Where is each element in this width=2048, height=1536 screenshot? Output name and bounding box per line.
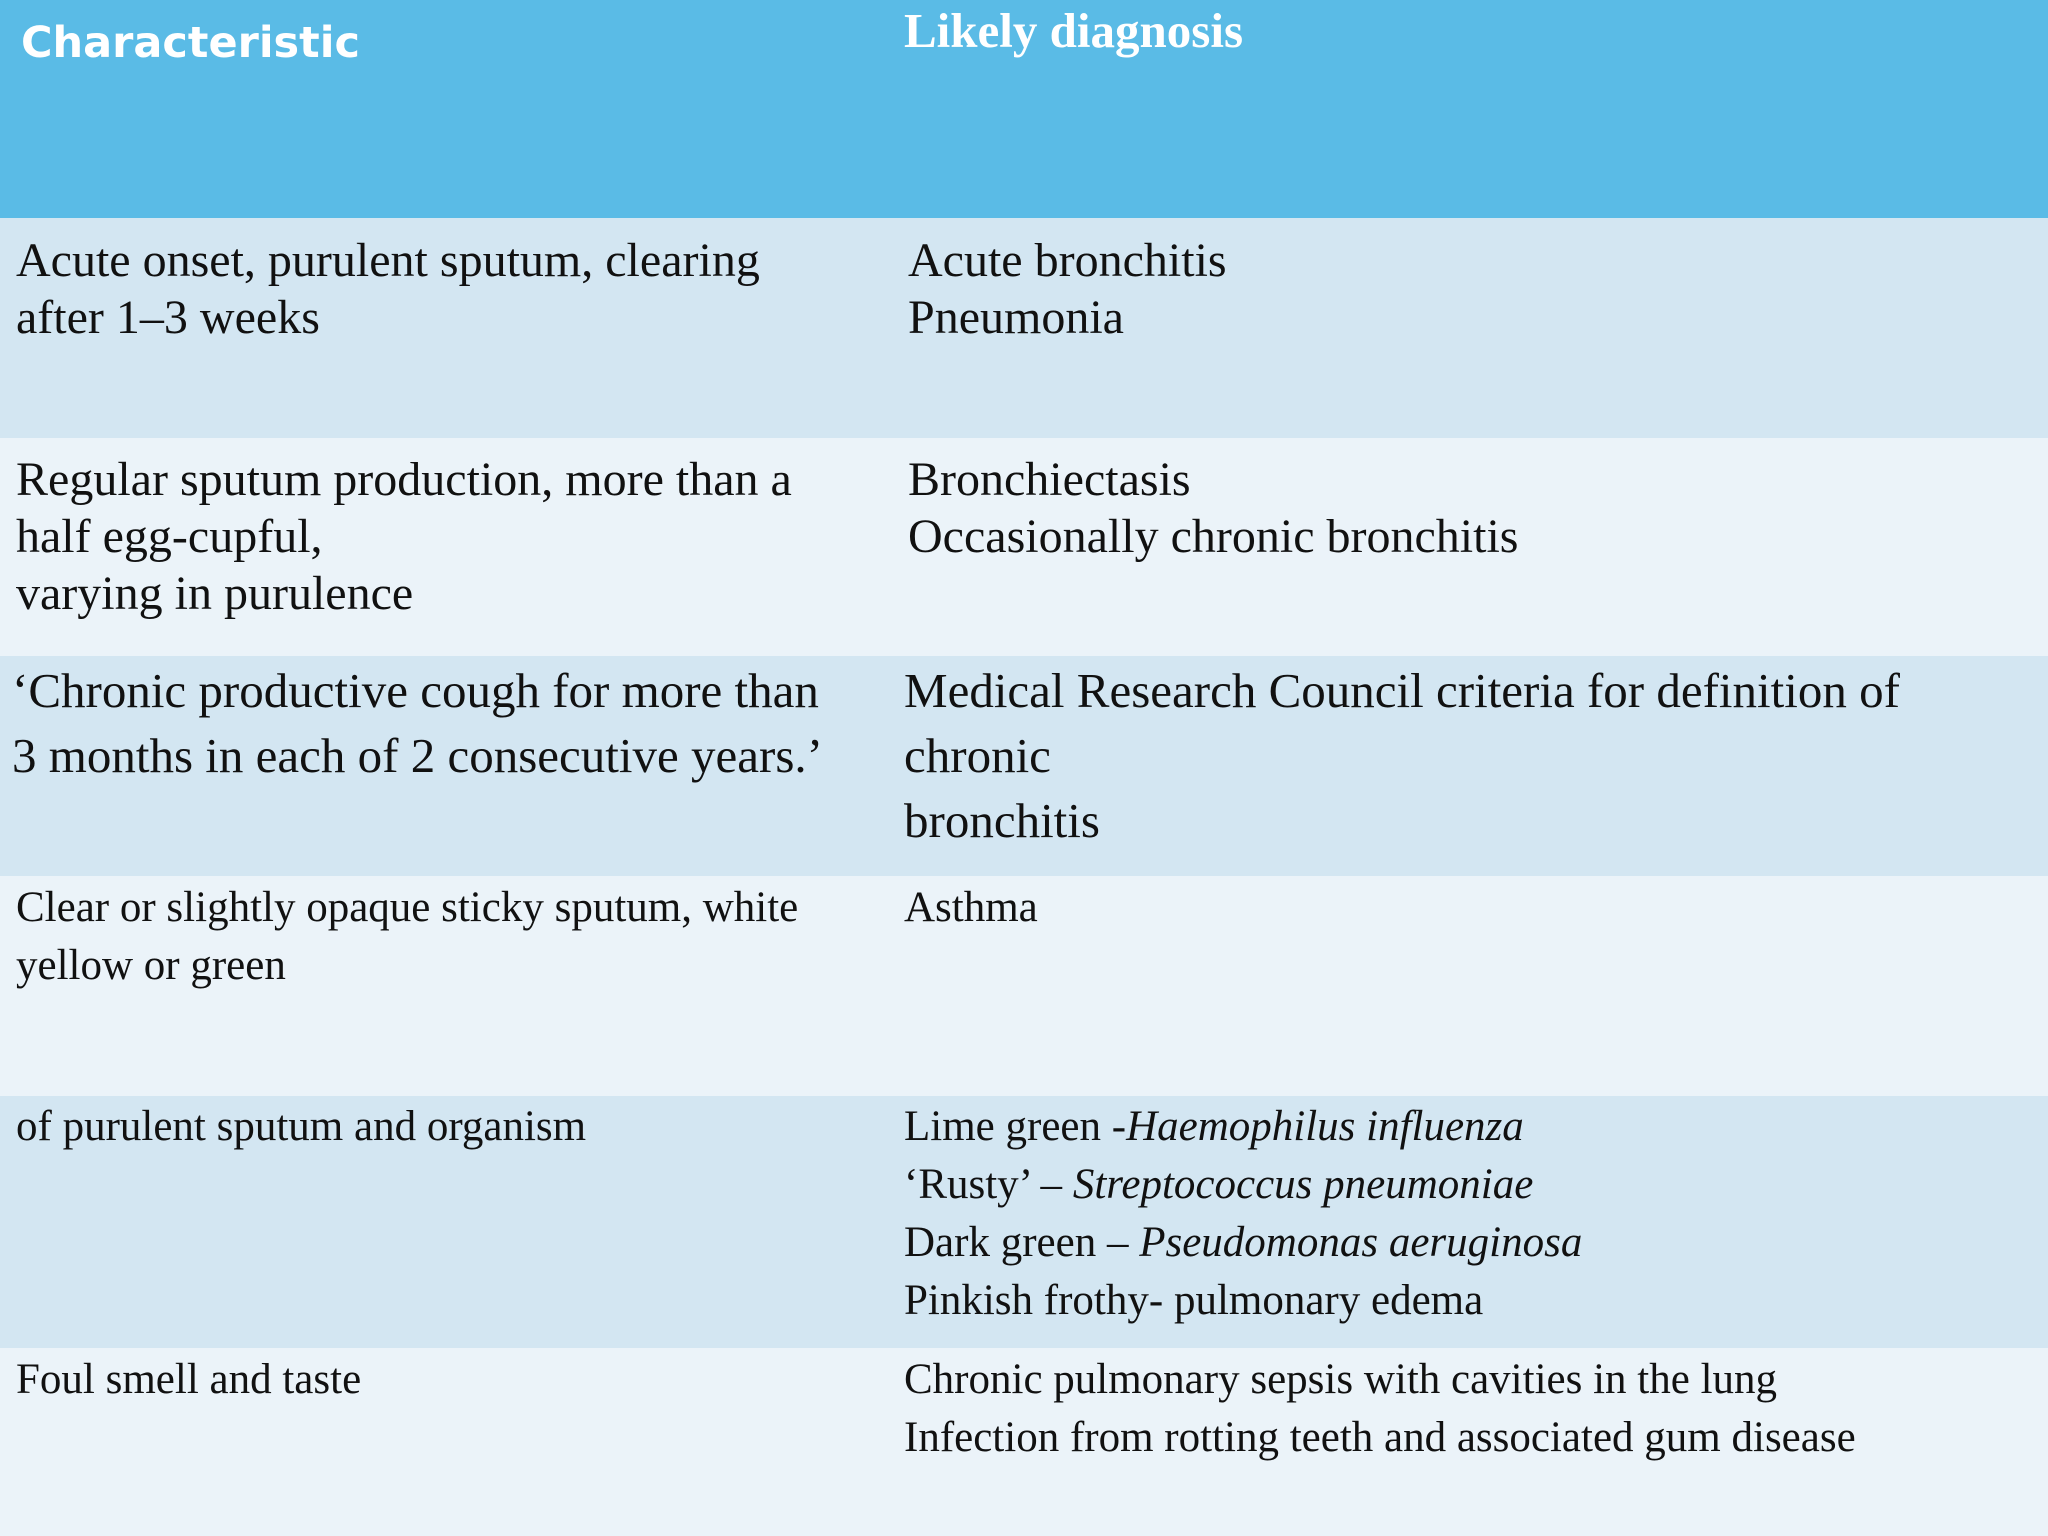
cell-line: Occasionally chronic bronchitis — [908, 510, 1519, 563]
characteristic-cell — [12, 658, 892, 788]
table-header — [0, 0, 2048, 218]
organism-name: Haemophilus influenza — [1126, 1103, 1524, 1150]
diagnosis-cell — [904, 658, 2024, 853]
cell-text: Lime green - — [904, 1103, 1127, 1150]
cell-line: Acute bronchitis — [908, 234, 1227, 287]
cell-line: Clear or slightly opaque sticky sputum, white — [16, 884, 799, 931]
cell-line: yellow or green — [16, 942, 286, 989]
table-row — [0, 438, 2048, 656]
diagnosis-cell — [908, 451, 2028, 565]
cell-text: Dark green – — [904, 1219, 1140, 1266]
cell-line — [904, 1098, 2024, 1156]
cell-line: Regular sputum production, more than a — [16, 453, 792, 506]
cell-line: chronic — [904, 728, 1051, 783]
cell-line: Pneumonia — [908, 291, 1124, 344]
characteristic-cell — [16, 879, 896, 995]
cell-line: Chronic pulmonary sepsis with cavities in the lung — [904, 1356, 1778, 1403]
cell-line — [904, 1214, 2024, 1272]
table-row — [0, 218, 2048, 438]
characteristic-cell — [16, 1351, 896, 1409]
cell-line: Medical Research Council criteria for definition of — [904, 663, 1900, 718]
cell-line — [904, 1156, 2024, 1214]
table-row — [0, 656, 2048, 876]
cell-line: after 1–3 weeks — [16, 291, 320, 344]
cell-line: bronchitis — [904, 793, 1100, 848]
cell-line: Acute onset, purulent sputum, clearing — [16, 234, 760, 287]
characteristic-cell — [16, 451, 896, 622]
characteristic-cell — [16, 1098, 896, 1156]
table-row — [0, 876, 2048, 1096]
table-row — [0, 1096, 2048, 1348]
cell-line: Bronchiectasis — [908, 453, 1191, 506]
organism-name: Streptococcus pneumoniae — [1072, 1161, 1534, 1208]
cell-line: of purulent sputum and organism — [16, 1103, 587, 1150]
diagnosis-cell — [904, 1351, 2024, 1467]
cell-line: half egg-cupful, — [16, 510, 323, 563]
cell-line: varying in purulence — [16, 567, 414, 620]
cell-line: Infection from rotting teeth and associated gum disease — [904, 1414, 1856, 1461]
diagnosis-cell — [904, 1098, 2024, 1330]
cell-line: ‘Chronic productive cough for more than — [12, 663, 819, 718]
table-row — [0, 1348, 2048, 1536]
cell-line — [904, 1272, 2024, 1330]
characteristic-cell — [16, 232, 896, 346]
cell-line: Foul smell and taste — [16, 1356, 362, 1403]
cell-text: Pinkish frothy- pulmonary edema — [904, 1277, 1484, 1324]
cell-line: 3 months in each of 2 consecutive years.’ — [12, 728, 823, 783]
diagnosis-cell — [904, 879, 2024, 937]
organism-name: Pseudomonas aeruginosa — [1139, 1219, 1583, 1266]
header-likely-diagnosis: Likely diagnosis — [904, 3, 1244, 58]
diagnosis-cell — [908, 232, 2028, 346]
cell-text: ‘Rusty’ – — [904, 1161, 1073, 1208]
cell-line: Asthma — [904, 884, 1038, 931]
header-characteristic: Characteristic — [21, 18, 360, 68]
